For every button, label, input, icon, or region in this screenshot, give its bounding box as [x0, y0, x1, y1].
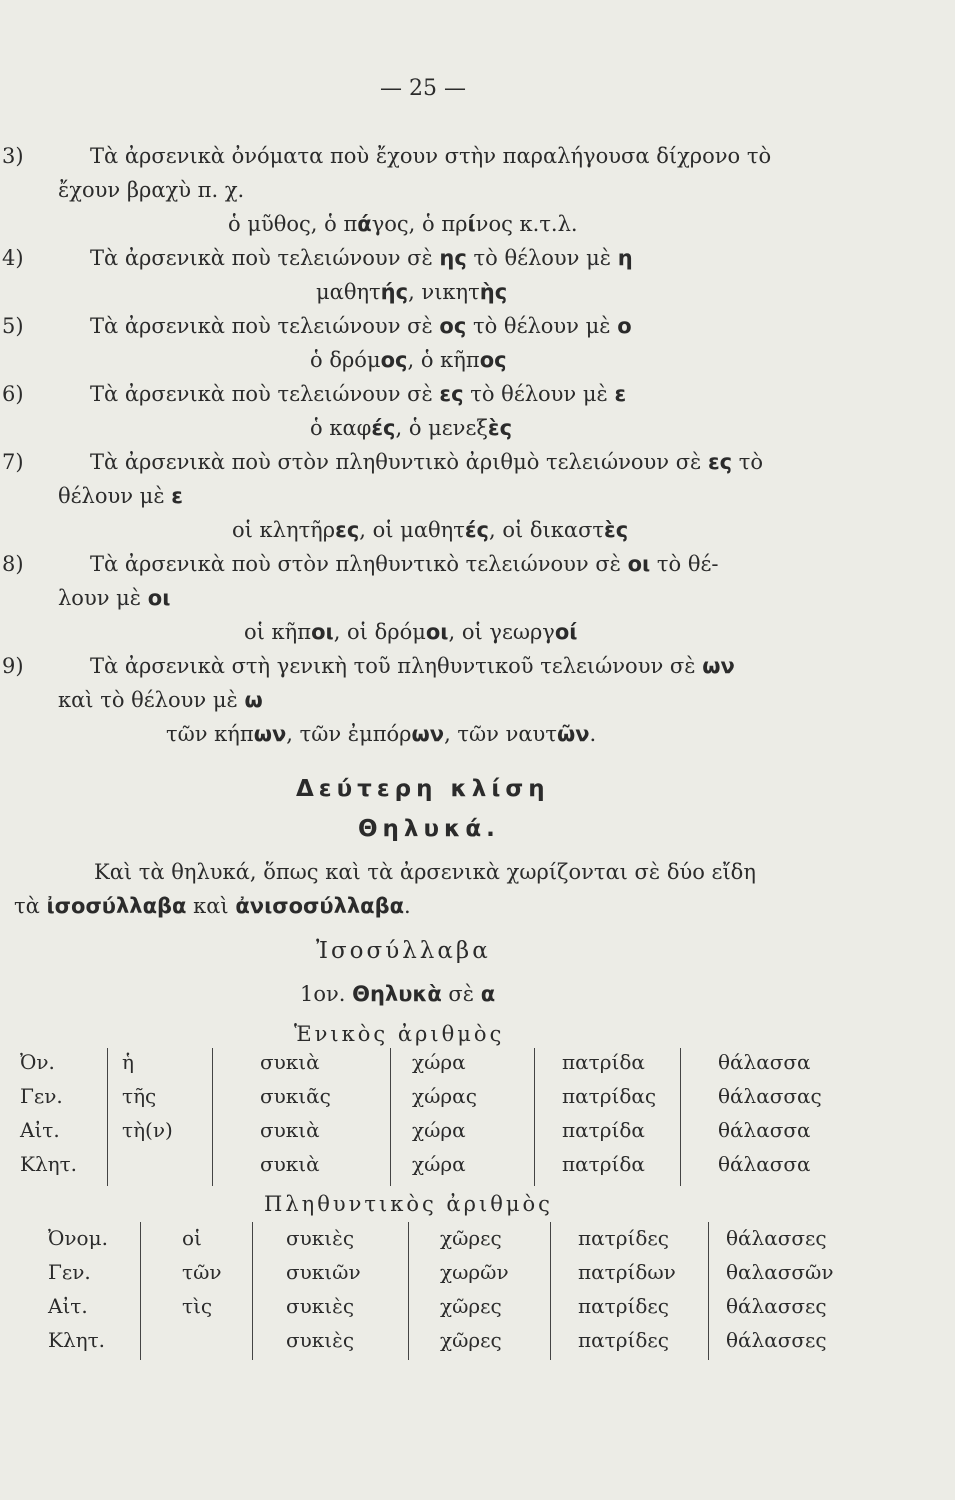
rule-line: [58, 690, 263, 711]
text-segment: Τὰ ἀρσενικὰ ποὺ τελειώνουν σὲ: [90, 314, 440, 338]
form-thalassa: θάλασσα: [718, 1152, 811, 1176]
rule-line: [90, 384, 626, 405]
form-patrida: πατρίδα: [562, 1118, 645, 1142]
form-sykia: συκιᾶς: [260, 1084, 331, 1108]
form-sykia: συκιὲς: [286, 1226, 355, 1250]
bold-ending: οι: [627, 552, 651, 576]
rule-example: [228, 214, 578, 235]
text-segment: μαθητ: [316, 280, 381, 304]
rule-number: 7): [2, 450, 24, 474]
bold-ending: ες: [439, 382, 464, 406]
page-number: — 25 —: [380, 76, 466, 101]
text-segment: , ὁ κῆπ: [407, 348, 480, 372]
bold-ending: ὴς: [479, 280, 508, 304]
rule-number: 5): [2, 314, 24, 338]
bold-ending: οι: [425, 620, 449, 644]
bold-ending: ων: [702, 654, 735, 678]
text-segment: 1ον.: [300, 982, 353, 1006]
bold-ending: Θηλυκὰ: [352, 982, 442, 1006]
form-thalassa: θάλασσα: [718, 1050, 811, 1074]
bold-ending: ες: [335, 518, 360, 542]
bold-ending: ης: [439, 246, 467, 270]
text-segment: .: [404, 894, 411, 918]
text-segment: Τὰ ἀρσενικὰ ὀνόματα ποὺ ἔχουν στὴν παραλήγουσα δίχρονο τὸ: [90, 144, 772, 168]
text-segment: Τὰ ἀρσενικὰ ποὺ στὸν πληθυντικὸ ἀριθμὸ τελειώνουν σὲ: [90, 450, 708, 474]
form-patrida: πατρίδες: [578, 1226, 669, 1250]
rule-line: [90, 656, 735, 677]
form-thalassa: θαλασσῶν: [726, 1260, 834, 1284]
rule-line: [90, 452, 763, 473]
bold-ending: ἰσοσύλλαβα: [46, 894, 187, 918]
form-sykia: συκιὲς: [286, 1294, 355, 1318]
bold-ending: ων: [411, 722, 445, 746]
column-divider: [534, 1048, 535, 1186]
text-segment: ὁ μῦθος, ὁ π: [228, 212, 358, 236]
bold-ending: ος: [439, 314, 467, 338]
text-segment: Τὰ ἀρσενικὰ ποὺ τελειώνουν σὲ: [90, 246, 440, 270]
form-chora: χῶρες: [440, 1328, 502, 1352]
column-divider: [708, 1222, 709, 1360]
text-segment: , τῶν ναυτ: [444, 722, 557, 746]
article: οἱ: [182, 1226, 202, 1250]
bold-ending: ος: [380, 348, 408, 372]
column-divider: [107, 1048, 108, 1186]
rule-number: 6): [2, 382, 24, 406]
rule-line: [90, 248, 633, 269]
text-segment: νος κ.τ.λ.: [475, 212, 578, 236]
case-label: Ὀνομ.: [48, 1226, 108, 1250]
article: τὶς: [182, 1294, 213, 1318]
form-patrida: πατρίδα: [562, 1050, 645, 1074]
form-thalassa: θάλασσες: [726, 1226, 827, 1250]
rule-line: [58, 180, 244, 201]
form-sykia: συκιῶν: [286, 1260, 361, 1284]
text-segment: τὸ θέλουν μὲ: [466, 314, 618, 338]
form-patrida: πατρίδων: [578, 1260, 676, 1284]
text-segment: Καὶ τὰ θηλυκά, ὅπως καὶ τὰ ἀρσενικὰ χωρίζονται σὲ δύο εἴδη: [94, 860, 756, 884]
column-divider: [408, 1222, 409, 1360]
bold-ending: οί: [554, 620, 578, 644]
form-thalassa: θάλασσας: [718, 1084, 822, 1108]
text-segment: τῶν κήπ: [166, 722, 254, 746]
heading-declension: Δεύτερη κλίση: [296, 776, 550, 802]
column-divider: [140, 1222, 141, 1360]
text-segment: θέλουν μὲ: [58, 484, 172, 508]
heading-isosyllabic: Ἰσοσύλλαβα: [316, 938, 491, 964]
form-patrida: πατρίδες: [578, 1294, 669, 1318]
bold-ending: ής: [380, 280, 409, 304]
rule-number: 3): [2, 144, 24, 168]
bold-ending: α: [480, 982, 496, 1006]
bold-ending: ἀνισοσύλλαβα: [235, 894, 405, 918]
form-patrida: πατρίδας: [562, 1084, 657, 1108]
rule-example: [316, 282, 507, 303]
article: τῆς: [122, 1084, 157, 1108]
form-sykia: συκιὰ: [260, 1118, 320, 1142]
column-divider: [680, 1048, 681, 1186]
form-thalassa: θάλασσες: [726, 1294, 827, 1318]
column-divider: [550, 1222, 551, 1360]
rule-line: [58, 486, 183, 507]
text-segment: γος, ὁ πρ: [371, 212, 468, 236]
text-segment: τὸ θέ-: [650, 552, 719, 576]
text-segment: .: [589, 722, 597, 746]
text-segment: , οἱ δικαστ: [488, 518, 605, 542]
form-thalassa: θάλασσες: [726, 1328, 827, 1352]
case-label: Ὀν.: [20, 1050, 55, 1074]
heading-feminine: Θηλυκά.: [358, 816, 500, 842]
bold-ending: ω: [244, 688, 263, 712]
form-sykia: συκιὰ: [260, 1152, 320, 1176]
case-label: Αἰτ.: [48, 1294, 88, 1318]
text-segment: λουν μὲ: [58, 586, 148, 610]
rule-line: [90, 316, 632, 337]
form-chora: χώρα: [412, 1152, 466, 1176]
rule-number: 8): [2, 552, 24, 576]
text-segment: , οἱ γεωργ: [448, 620, 555, 644]
bold-ending: ές: [371, 416, 396, 440]
form-chora: χώρα: [412, 1118, 466, 1142]
plural-title: Πληθυντικὸς ἀριθμὸς: [264, 1192, 553, 1216]
bold-ending: ὲς: [487, 416, 513, 440]
text-segment: σὲ: [441, 982, 481, 1006]
case-label: Γεν.: [20, 1084, 63, 1108]
case-label: Κλητ.: [20, 1152, 78, 1176]
text-segment: Τὰ ἀρσενικὰ στὴ γενικὴ τοῦ πληθυντικοῦ τελειώνουν σὲ: [90, 654, 703, 678]
bold-ending: ων: [253, 722, 287, 746]
rule-number: 9): [2, 654, 24, 678]
case-label: Γεν.: [48, 1260, 91, 1284]
bold-ending: ος: [479, 348, 507, 372]
bold-ending: ί: [467, 212, 476, 236]
text-segment: , οἱ δρόμ: [333, 620, 426, 644]
bold-ending: ο: [617, 314, 632, 338]
text-segment: τὸ θέλουν μὲ: [463, 382, 615, 406]
bold-ending: οι: [147, 586, 171, 610]
subheading-feminine-a: [300, 984, 495, 1005]
form-chora: χῶρες: [440, 1226, 502, 1250]
form-patrida: πατρίδα: [562, 1152, 645, 1176]
text-segment: τὸ θέλουν μὲ: [466, 246, 618, 270]
article: τὴ(ν): [122, 1118, 173, 1142]
bold-ending: ε: [171, 484, 183, 508]
text-segment: τὸ: [732, 450, 764, 474]
rule-line: [58, 588, 170, 609]
case-label: Κλητ.: [48, 1328, 106, 1352]
column-divider: [252, 1222, 253, 1360]
bold-ending: ες: [707, 450, 733, 474]
rule-example: [310, 350, 507, 371]
text-segment: , τῶν ἐμπόρ: [286, 722, 412, 746]
bold-ending: οι: [311, 620, 334, 644]
form-chora: χώρα: [412, 1050, 466, 1074]
form-sykia: συκιὰ: [260, 1050, 320, 1074]
text-segment: τὰ: [14, 894, 47, 918]
text-segment: ὁ δρόμ: [310, 348, 381, 372]
form-patrida: πατρίδες: [578, 1328, 669, 1352]
column-divider: [212, 1048, 213, 1186]
form-thalassa: θάλασσα: [718, 1118, 811, 1142]
bold-ending: ά: [357, 212, 372, 236]
rule-example: [232, 520, 628, 541]
bold-ending: ε: [614, 382, 627, 406]
text-segment: , ὁ μενεξ: [395, 416, 488, 440]
text-segment: καὶ: [186, 894, 236, 918]
rule-line: [90, 554, 718, 575]
intro-line: [94, 862, 756, 883]
text-segment: καὶ τὸ θέλουν μὲ: [58, 688, 245, 712]
bold-ending: ὲς: [604, 518, 629, 542]
intro-line: [14, 896, 411, 917]
text-segment: ὁ καφ: [310, 416, 372, 440]
rule-example: [310, 418, 512, 439]
text-segment: , οἱ μαθητ: [359, 518, 465, 542]
rule-line: [90, 146, 771, 167]
text-segment: ἔχουν βραχὺ π. χ.: [58, 178, 245, 202]
article: τῶν: [182, 1260, 222, 1284]
article: ἡ: [122, 1050, 134, 1074]
column-divider: [390, 1048, 391, 1186]
rule-example: [244, 622, 577, 643]
form-sykia: συκιὲς: [286, 1328, 355, 1352]
rule-number: 4): [2, 246, 24, 270]
text-segment: οἱ κῆπ: [244, 620, 312, 644]
case-label: Αἰτ.: [20, 1118, 60, 1142]
form-chora: χώρας: [412, 1084, 477, 1108]
text-segment: Τὰ ἀρσενικὰ ποὺ στὸν πληθυντικὸ τελειώνουν σὲ: [90, 552, 628, 576]
text-segment: , νικητ: [408, 280, 480, 304]
bold-ending: η: [617, 246, 633, 270]
text-segment: οἱ κλητῆρ: [232, 518, 336, 542]
bold-ending: ές: [464, 518, 489, 542]
text-segment: Τὰ ἀρσενικὰ ποὺ τελειώνουν σὲ: [90, 382, 440, 406]
form-chora: χωρῶν: [440, 1260, 509, 1284]
form-chora: χῶρες: [440, 1294, 502, 1318]
bold-ending: ῶν: [556, 722, 590, 746]
rule-example: [166, 724, 596, 745]
singular-title: Ἑνικὸς ἀριθμὸς: [294, 1022, 505, 1046]
